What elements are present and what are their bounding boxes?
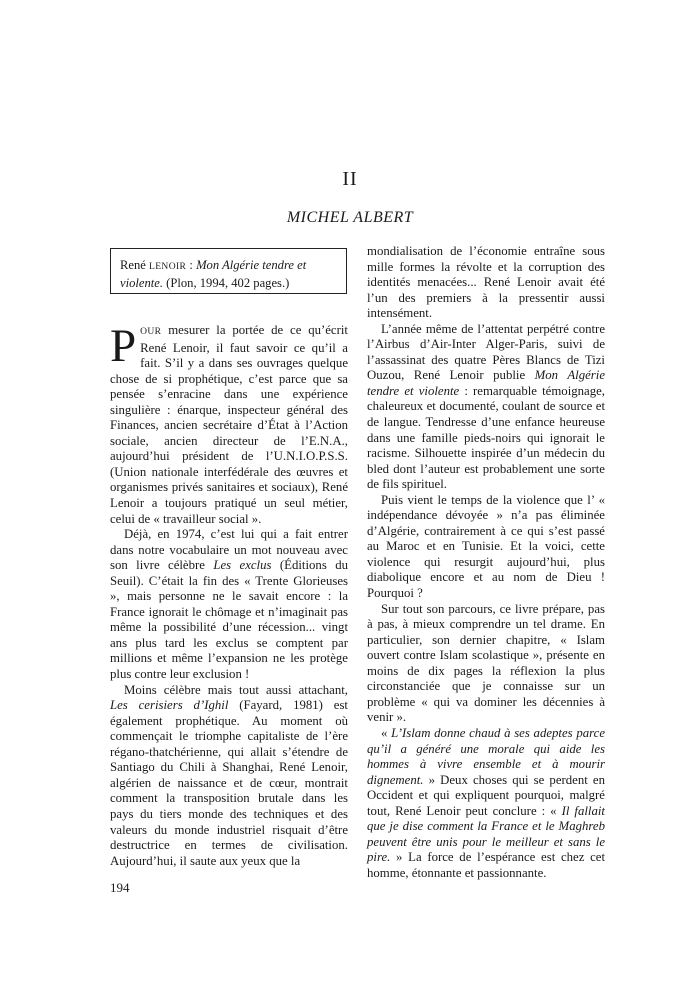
paragraph-text: mesurer la portée de ce qu’écrit René Lenoir, il faut savoir ce qu’il a fait. S’il y a dans ses ouvrages quelque chose de si prophétique, c’est parce que sa pensée s’enracine dans une expérience singulière : énarque, inspecteur général des Finances, ancien secrétaire d’État à l’Action sociale, ancien directeur de l’E.N.A., aujourd’hui président de l’U.N.I.O.P.S.S. (Union nationale interfédérale des œuvres et organismes privés sanitaires et sociaux), René Lenoir a toujours pratiqué un seul métier, celui de « travailleur social ». (110, 323, 348, 526)
paragraph-text: » Deux choses qui se perdent en Occident et qui expliquent pourquoi, malgré tout, René Lenoir peut conclure : « (367, 772, 605, 818)
paragraph-text: L’année même de l’attentat perpétré contre l’Airbus d’Air-Inter Alger-Paris, suivi de l’assassinat des quatre Pères Blancs de Tizi Ouzou, René Lenoir publie (367, 321, 605, 383)
page-number: 194 (110, 880, 130, 895)
paragraph-text: : remarquable témoignage, chaleureux et documenté, coulant de source et de langue. Tendresse d’une enfance heureuse dans une famille pieds-noirs qui ignorait le racisme. Silhouette inspirée d’un médecin du bled dont l’auteur est probablement une sorte de fils spirituel. (367, 383, 606, 492)
paragraph (367, 322, 605, 493)
reference-separator: : (186, 258, 197, 272)
quote-mark: « (381, 725, 392, 740)
paragraph (110, 683, 348, 870)
lead-in: OUR (140, 327, 162, 337)
drop-cap: P (110, 320, 137, 372)
paragraph: Puis vient le temps de la violence que l’ « indépendance dévoyée » n’a pas éliminée d’Algérie, contrairement à ce qui s’est passé au Maroc et en Tunisie. Et la voici, cette violence qui resurgit aujourd’hui, plus diabolique encore et au nom de Dieu ! Pourquoi ? (367, 492, 605, 601)
paragraph: Sur tout son parcours, ce livre prépare, pas à pas, à mieux comprendre un tel drame. En particulier, son dernier chapitre, « Islam ouvert contre Islam scolastique », présente en moins de dix pages la réflexion la plus circonstanciée que je connaisse sur un problème « qui va dominer les décennies à venir ». (367, 601, 605, 725)
paragraph-text: (Fayard, 1981) est également prophétique. Au moment où commençait le triomphe capitaliste de l’ère régano-thatchérienne, qui allait s’étendre de Santiago du Chili à Shanghai, René Lenoir, algérien de naissance et de cœur, montrait comment la transposition brutale dans les pays du tiers monde des techniques et des valeurs du monde industriel risquait d’être destructrice en termes de civilisation. Aujourd’hui, il saute aux yeux que la (110, 698, 348, 868)
right-column (367, 244, 605, 881)
chapter-title: MICHEL ALBERT (286, 209, 414, 226)
paragraph (110, 320, 348, 527)
book-title: Les exclus (213, 558, 272, 573)
book-reference-box (110, 248, 347, 294)
book-title: Les cerisiers d’Ighil (110, 698, 229, 713)
paragraph (110, 527, 348, 682)
paragraph-text: » La force de l’espérance est chez cet homme, étonnante et passionnante. (367, 850, 605, 880)
paragraph: mondialisation de l’économie entraîne sous mille formes la révolte et la corruption des identités menacées... René Lenoir avait été l’un des premiers à la pressentir aussi intensément. (367, 244, 605, 321)
reference-author-surname: LENOIR (149, 262, 187, 272)
chapter-number: II (342, 168, 358, 190)
paragraph (367, 726, 605, 881)
book-title: Mon Algérie tendre et violente (367, 368, 605, 398)
quotation: Il fallait que je dise comment la France et le Maghreb peuvent être unis pour le meilleur et sans le pire. (367, 803, 605, 865)
paragraph-text: Déjà, en 1974, c’est lui qui a fait entrer dans notre vocabulaire un mot nouveau avec son livre célèbre (110, 527, 348, 573)
reference-book-title: Mon Algérie tendre et violente. (120, 258, 307, 290)
reference-author: René (120, 258, 150, 272)
left-column (110, 320, 349, 869)
reference-details: (Plon, 1994, 402 pages.) (163, 276, 290, 290)
paragraph-text: Moins célèbre mais tout aussi attachant, (124, 682, 348, 697)
quotation: L’Islam donne chaud à ses adeptes parce qu’il a généré une morale qui aide les hommes à vivre ensemble et à mourir dignement. (367, 725, 605, 787)
paragraph-text: (Éditions du Seuil). C’était la fin des « Trente Glorieuses », mais personne ne le savait encore : la France ignorait le chômage et n’imaginait pas même la possibilité d’une récession... vingt ans plus tard les exclus se comptent par millions et même l’expansion ne les protège plus contre leur exclusion ! (110, 558, 349, 682)
